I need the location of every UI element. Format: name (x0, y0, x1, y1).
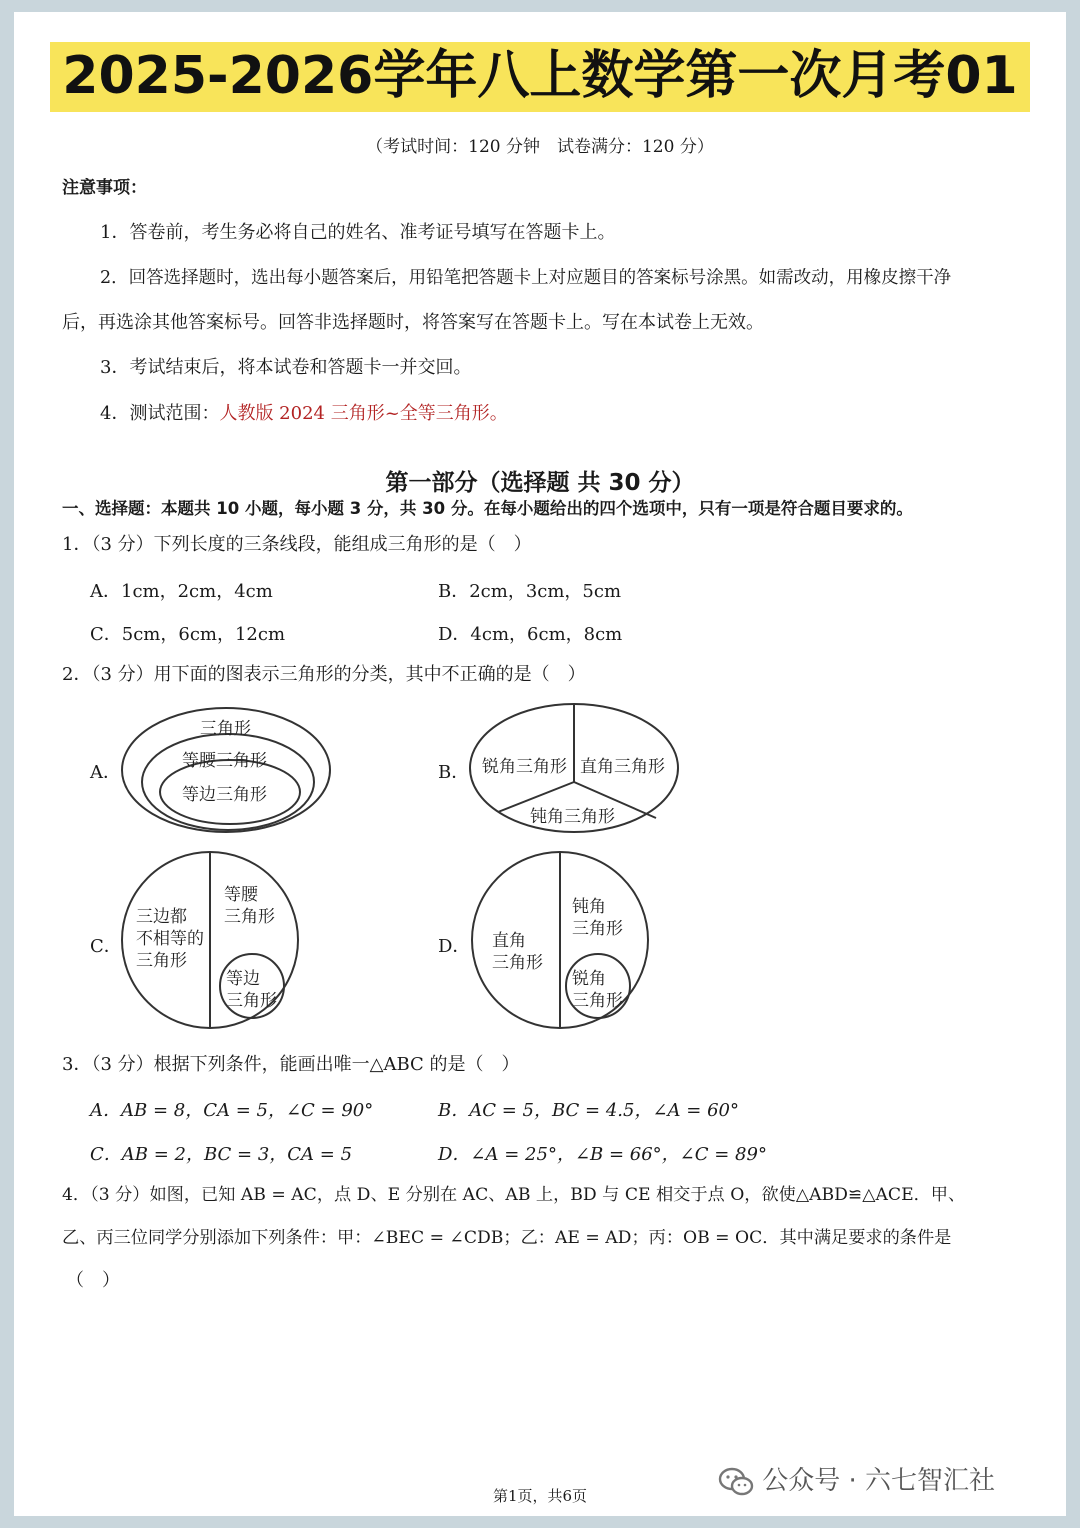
c-inner-line-2: 三角形 (226, 991, 277, 1011)
q1-stem: 1．（3 分）下列长度的三条线段，能组成三角形的是（ ） (62, 534, 532, 555)
exam-page (14, 12, 1066, 1516)
d-left-line-1: 直角 (492, 931, 526, 951)
c-left-line-3: 三角形 (136, 951, 187, 971)
note-item-4-scope: 人教版 2024 三角形~全等三角形。 (219, 403, 508, 424)
a-inner-label: 等边三角形 (182, 785, 267, 805)
q3-option-b: B．AC = 5，BC = 4.5，∠A = 60° (438, 1100, 739, 1121)
c-left-line-1: 三边都 (136, 907, 187, 927)
q1-option-b: B．2cm，3cm，5cm (438, 581, 622, 602)
watermark (718, 1460, 995, 1497)
q2-diagram-a (118, 700, 338, 836)
d-inner-line-2: 三角形 (572, 991, 623, 1011)
title-banner (14, 42, 1066, 112)
b-bottom-label: 钝角三角形 (530, 807, 615, 827)
q2-diagram-c (118, 850, 308, 1032)
q4-line-3: （ ） (66, 1270, 120, 1291)
a-middle-label: 等腰三角形 (182, 751, 267, 771)
q1-option-c: C．5cm，6cm，12cm (90, 624, 286, 645)
wechat-icon (718, 1467, 754, 1497)
note-item-3: 3．考试结束后，将本试卷和答题卡一并交回。 (100, 357, 472, 378)
q2-diagram-b (468, 702, 688, 834)
q2-stem: 2．（3 分）用下面的图表示三角形的分类，其中不正确的是（ ） (62, 664, 586, 685)
a-middle-ellipse (142, 734, 314, 830)
d-right-line-2: 三角形 (572, 919, 623, 939)
q4-line-2: 乙、丙三位同学分别添加下列条件：甲：∠BEC = ∠CDB；乙：AE = AD；丙：OB = OC．其中满足要求的条件是 (62, 1228, 952, 1248)
q3-option-d: D．∠A = 25°，∠B = 66°，∠C = 89° (438, 1144, 767, 1165)
q1-option-d: D．4cm，6cm，8cm (438, 624, 623, 645)
c-right-line-1: 等腰 (224, 885, 258, 905)
q3-stem: 3．（3 分）根据下列条件，能画出唯一△ABC 的是（ ） (62, 1054, 520, 1075)
note-item-2-line-2: 后，再选涂其他答案标号。回答非选择题时，将答案写在答题卡上。写在本试卷上无效。 (62, 312, 764, 333)
d-left-line-2: 三角形 (492, 953, 543, 973)
c-right-line-2: 三角形 (224, 907, 275, 927)
page-footer: 第1页，共6页 (492, 1487, 588, 1505)
section-title: 第一部分（选择题 共 30 分） (385, 470, 695, 496)
q3-option-a: A．AB = 8，CA = 5，∠C = 90° (90, 1100, 374, 1121)
b-right-label: 直角三角形 (580, 757, 665, 777)
q1-option-a: A．1cm，2cm，4cm (90, 581, 273, 602)
section-intro: 一、选择题：本题共 10 小题，每小题 3 分，共 30 分。在每小题给出的四个选项中，只有一项是符合题目要求的。 (62, 499, 913, 518)
exam-subtitle: （考试时间：120 分钟 试卷满分：120 分） (366, 137, 714, 157)
q4-line-1: 4．（3 分）如图，已知 AB = AC，点 D、E 分别在 AC、AB 上，BD 与 CE 相交于点 O，欲使△ABD≌△ACE．甲、 (62, 1185, 966, 1205)
note-item-4-prefix: 4．测试范围： (100, 403, 220, 424)
q2-option-a-label: A． (90, 762, 121, 783)
q2-option-b-label: B． (438, 762, 470, 783)
note-item-4 (100, 402, 508, 426)
c-left-line-2: 不相等的 (136, 929, 204, 949)
note-item-2-line-1: 2．回答选择题时，选出每小题答案后，用铅笔把答题卡上对应题目的答案标号涂黑。如需改动，用橡皮擦干净 (100, 268, 952, 288)
exam-title: 2025-2026学年八上数学第一次月考01 (50, 42, 1029, 112)
q2-option-c-label: C． (90, 936, 122, 957)
c-inner-line-1: 等边 (226, 969, 260, 989)
q3-option-c: C．AB = 2，BC = 3，CA = 5 (90, 1144, 353, 1165)
b-left-label: 锐角三角形 (482, 757, 567, 777)
watermark-text: 公众号 · 六七智汇社 (762, 1466, 996, 1496)
q2-option-d-label: D． (438, 936, 471, 957)
note-item-1: 1．答卷前，考生务必将自己的姓名、准考证号填写在答题卡上。 (100, 222, 616, 243)
d-inner-line-1: 锐角 (572, 969, 606, 989)
a-outer-label: 三角形 (200, 719, 251, 739)
notes-heading: 注意事项： (62, 178, 147, 198)
d-right-line-1: 钝角 (572, 897, 606, 917)
q2-diagram-d (470, 850, 652, 1032)
